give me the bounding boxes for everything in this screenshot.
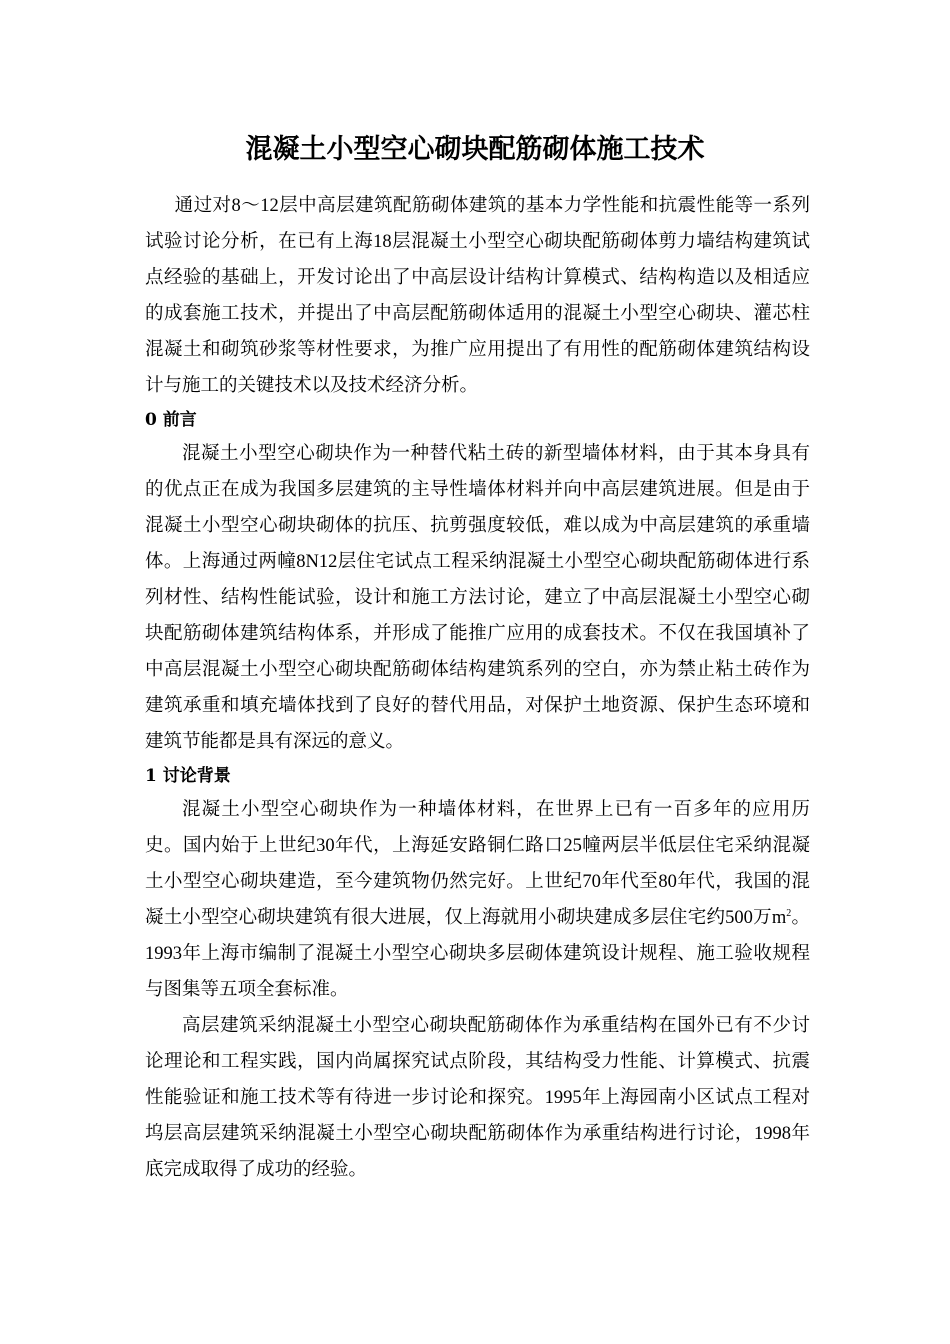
background-paragraph-2: 高层建筑采纳混凝土小型空心砌块配筋砌体作为承重结构在国外已有不少讨论理论和工程实践，国内尚属探究试点阶段，其结构受力性能、计算模式、抗震性能验证和施工技术等有待进一步讨论和探究。1995年上海园南小区试点工程对坞层高层建筑采纳混凝土小型空心砌块配筋砌体作为承重结构进行讨论，1998年底完成取得了成功的经验。 <box>145 1016 810 1180</box>
section-heading-preface: 0 前言 <box>145 410 197 430</box>
background-paragraph-1 <box>145 792 810 1008</box>
abstract-paragraph: 通过对8～12层中高层建筑配筋砌体建筑的基本力学性能和抗震性能等一系列试验讨论分析，在已有上海18层混凝土小型空心砌块配筋砌体剪力墙结构建筑试点经验的基础上，开发讨论出了中高层设计结构计算模式、结构构造以及相适应的成套施工技术，并提出了中高层配筋砌体适用的混凝土小型空心砌块、灌芯柱混凝土和砌筑砂浆等材性要求，为推广应用提出了有用性的配筋砌体建筑结构设计与施工的关键技术以及技术经济分析。 <box>145 196 810 396</box>
document-body <box>145 188 810 1188</box>
document-title: 混凝土小型空心砌块配筋砌体施工技术 <box>245 134 705 165</box>
section-heading-background: 1 讨论背景 <box>145 766 231 786</box>
preface-paragraph: 混凝土小型空心砌块作为一种替代粘土砖的新型墙体材料，由于其本身具有的优点正在成为我国多层建筑的主导性墙体材料并向中高层建筑进展。但是由于混凝土小型空心砌块砌体的抗压、抗剪强度较低，难以成为中高层建筑的承重墙体。上海通过两幢8N12层住宅试点工程采纳混凝土小型空心砌块配筋砌体进行系列材性、结构性能试验，设计和施工方法讨论，建立了中高层混凝土小型空心砌块配筋砌体建筑结构体系，并形成了能推广应用的成套技术。不仅在我国填补了中高层混凝土小型空心砌块配筋砌体结构建筑系列的空白，亦为禁止粘土砖作为建筑承重和填充墙体找到了良好的替代用品，对保护土地资源、保护生态环境和建筑节能都是具有深远的意义。 <box>145 444 810 752</box>
background-paragraph-1-text-b: 。1993年上海市编制了混凝土小型空心砌块多层砌体建筑设计规程、施工验收规程与图集等五项全套标准。 <box>145 908 810 1000</box>
background-paragraph-1-text-a: 混凝土小型空心砌块作为一种墙体材料，在世界上已有一百多年的应用历史。国内始于上世纪30年代，上海延安路铜仁路口25幢两层半低层住宅采纳混凝土小型空心砌块建造，至今建筑物仍然完好。上世纪70年代至80年代，我国的混凝土小型空心砌块建筑有很大进展，仅上海就用小砌块建成多层住宅约500万m <box>145 800 810 928</box>
unit-superscript: 2 <box>786 907 792 919</box>
